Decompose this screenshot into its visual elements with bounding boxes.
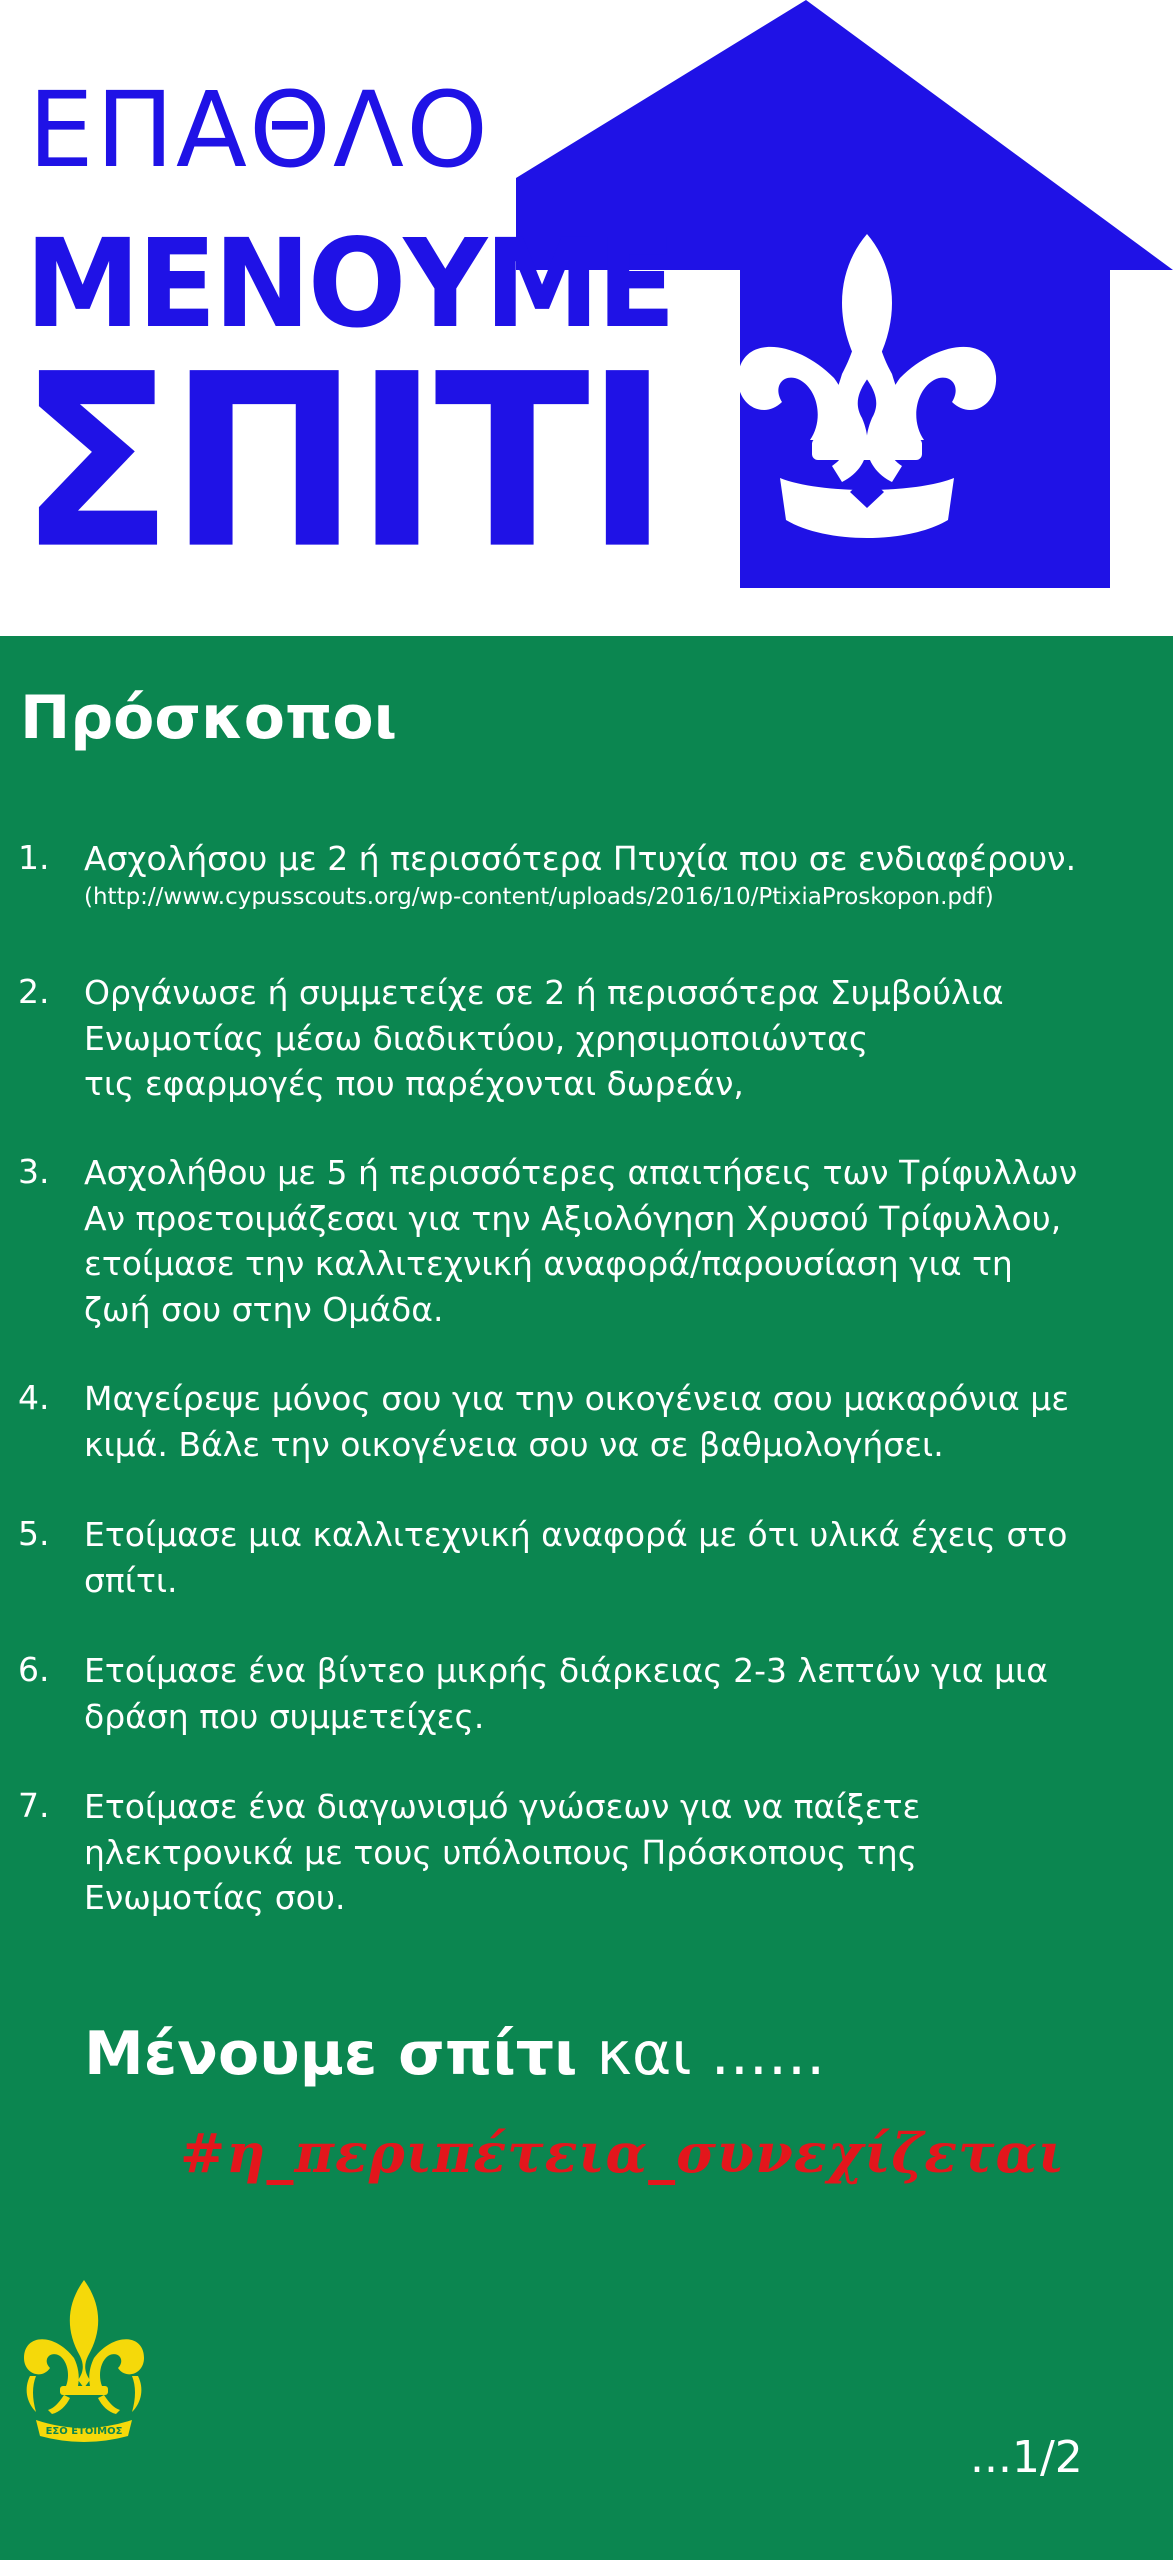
list-item-text: Ασχολήσου με 2 ή περισσότερα Πτυχία που σε ενδιαφέρουν. — [84, 839, 1077, 878]
slogan-rest: και ...... — [577, 2019, 826, 2089]
list-item-number: 4. — [18, 1378, 50, 1417]
list-item-text: Ετοίμασε ένα διαγωνισμό γνώσεων για να παίξετε ηλεκτρονικά με τους υπόλοιπους Πρόσκοπους της Ενωμοτίας σου. — [84, 1787, 921, 1918]
award-title: ΕΠΑΘΛΟ — [28, 69, 490, 191]
list-item-number: 2. — [18, 972, 50, 1011]
list-item-number: 1. — [18, 838, 50, 877]
slogan — [84, 2019, 826, 2089]
emblem-motto: ΕΣΟ ΕΤΟΙΜΟΣ — [45, 2426, 123, 2437]
content-panel — [0, 636, 1173, 2560]
stay-title: ΜΕΝΟΥΜΕ — [25, 213, 674, 356]
list-item-text: Ασχολήθου με 5 ή περισσότερες απαιτήσεις των Τρίφυλλων Αν προετοιμάζεσαι για την Αξιολόγηση Χρυσού Τρίφυλλου, ετοίμασε την καλλιτεχνική αναφορά/παρουσίαση για τη ζωή σου στην Ομάδα. — [84, 1153, 1078, 1329]
list-item-text: Ετοίμασε ένα βίντεο μικρής διάρκειας 2-3 λεπτών για μια δράση που συμμετείχες. — [84, 1651, 1048, 1736]
list-item-text: Μαγείρεψε μόνος σου για την οικογένεια σου μακαρόνια με κιμά. Βάλε την οικογένεια σου να σε βαθμολογήσει. — [84, 1379, 1070, 1464]
page-title: Πρόσκοποι — [20, 683, 398, 753]
list-item-number: 6. — [18, 1650, 50, 1689]
page-indicator: ...1/2 — [970, 2432, 1083, 2483]
hashtag: #η_περιπέτεια_συνεχίζεται — [180, 2121, 1066, 2185]
list-item-text: Οργάνωσε ή συμμετείχε σε 2 ή περισσότερα Συμβούλια Ενωμοτίας μέσω διαδικτύου, χρησιμοποιώντας τις εφαρμογές που παρέχονται δωρεάν, — [84, 973, 1004, 1104]
slogan-bold: Μένουμε σπίτι — [84, 2019, 578, 2089]
home-title: ΣΠΙΤΙ — [18, 322, 665, 602]
task-list — [0, 636, 1173, 2036]
scout-fleur-de-lis-icon — [14, 2276, 154, 2446]
list-item-number: 7. — [18, 1786, 50, 1825]
list-item-text: Ετοίμασε μια καλλιτεχνική αναφορά με ότι υλικά έχεις στο σπίτι. — [84, 1515, 1068, 1600]
badges-pdf-link[interactable]: (http://www.cypusscouts.org/wp-content/uploads/2016/10/PtixiaProskopon.pdf) — [84, 884, 994, 910]
list-item-number: 5. — [18, 1514, 50, 1553]
banner — [0, 0, 1173, 636]
list-item-number: 3. — [18, 1152, 50, 1191]
